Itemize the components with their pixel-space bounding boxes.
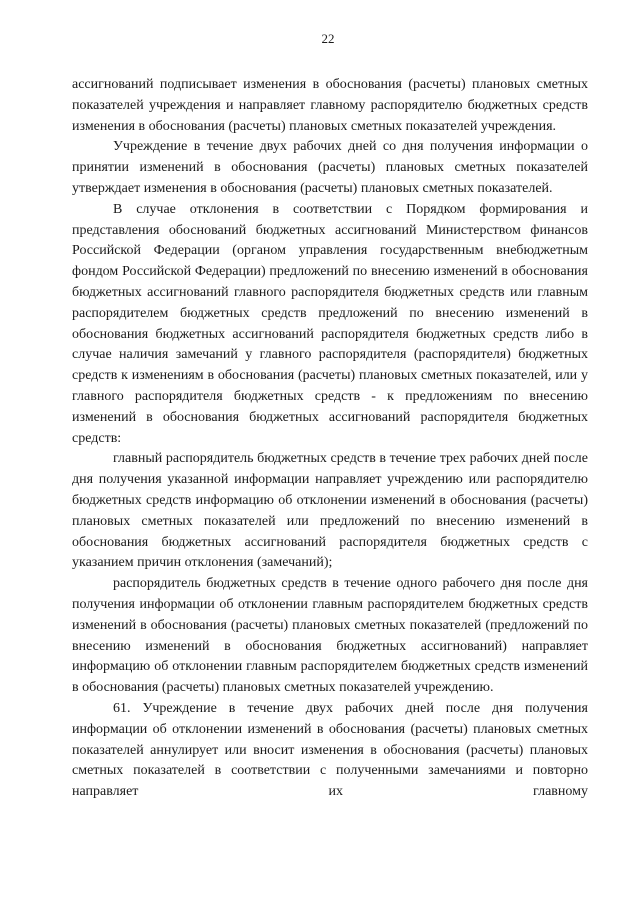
page-number: 22 (321, 31, 335, 46)
paragraph-manager: распорядитель бюджетных средств в течение одного рабочего дня после дня получения информации об отклонении главным распорядителем бюджетных средств изменений в обоснования (расчеты) плановых сметных показателей (предложений по внесению изменений в обоснования бюджетных ассигнований) направляет информацию об отклонении главным распорядителем бюджетных средств изменений в обоснования (расчеты) плановых сметных показателей учреждению. (72, 576, 588, 696)
paragraph-item-61: 61. Учреждение в течение двух рабочих дней после дня получения информации об отклонении изменений в обоснования (расчеты) плановых сметных показателей аннулирует или вносит изменения в обоснования (расчеты) плановых сметных показателей в соответствии с полученными замечаниями и повторно направляет их главному (72, 700, 588, 800)
paragraph-main-manager: главный распорядитель бюджетных средств в течение трех рабочих дней после дня получения указанной информации направляет учреждению или распорядителю бюджетных средств информацию об отклонении изменений в обоснования (расчеты) плановых сметных показателей или предложений по внесению изменений в обоснования бюджетных ассигнований распорядителя бюджетных средств с указанием причин отклонения (замечаний); (72, 451, 588, 571)
paragraph-rejection-case: В случае отклонения в соответствии с Порядком формирования и представления обоснований бюджетных ассигнований Министерством финансов Российской Федерации (органом управления государственным внебюджетным фондом Российской Федерации) предложений по внесению изменений в обоснования бюджетных ассигнований главного распорядителя бюджетных средств или главным распорядителем бюджетных средств предложений по внесению изменений в обоснования бюджетных ассигнований распорядителя бюджетных средств либо в случае наличия замечаний у главного распорядителя (распорядителя) бюджетных средств к изменениям в обоснования (расчеты) плановых сметных показателей, или у главного распорядителя бюджетных средств - к предложениям по внесению изменений в обоснования бюджетных ассигнований распорядителя бюджетных средств: (72, 201, 588, 446)
paragraph-approval: Учреждение в течение двух рабочих дней со дня получения информации о принятии изменений в обоснования (расчеты) плановых сметных показателей утверждает изменения в обоснования (расчеты) плановых сметных показателей. (72, 139, 588, 196)
paragraph-continuation: ассигнований подписывает изменения в обоснования (расчеты) плановых сметных показателей учреждения и направляет главному распорядителю бюджетных средств изменения в обоснования (расчеты) плановых сметных показателей учреждения. (72, 77, 588, 134)
document-body (72, 75, 588, 803)
